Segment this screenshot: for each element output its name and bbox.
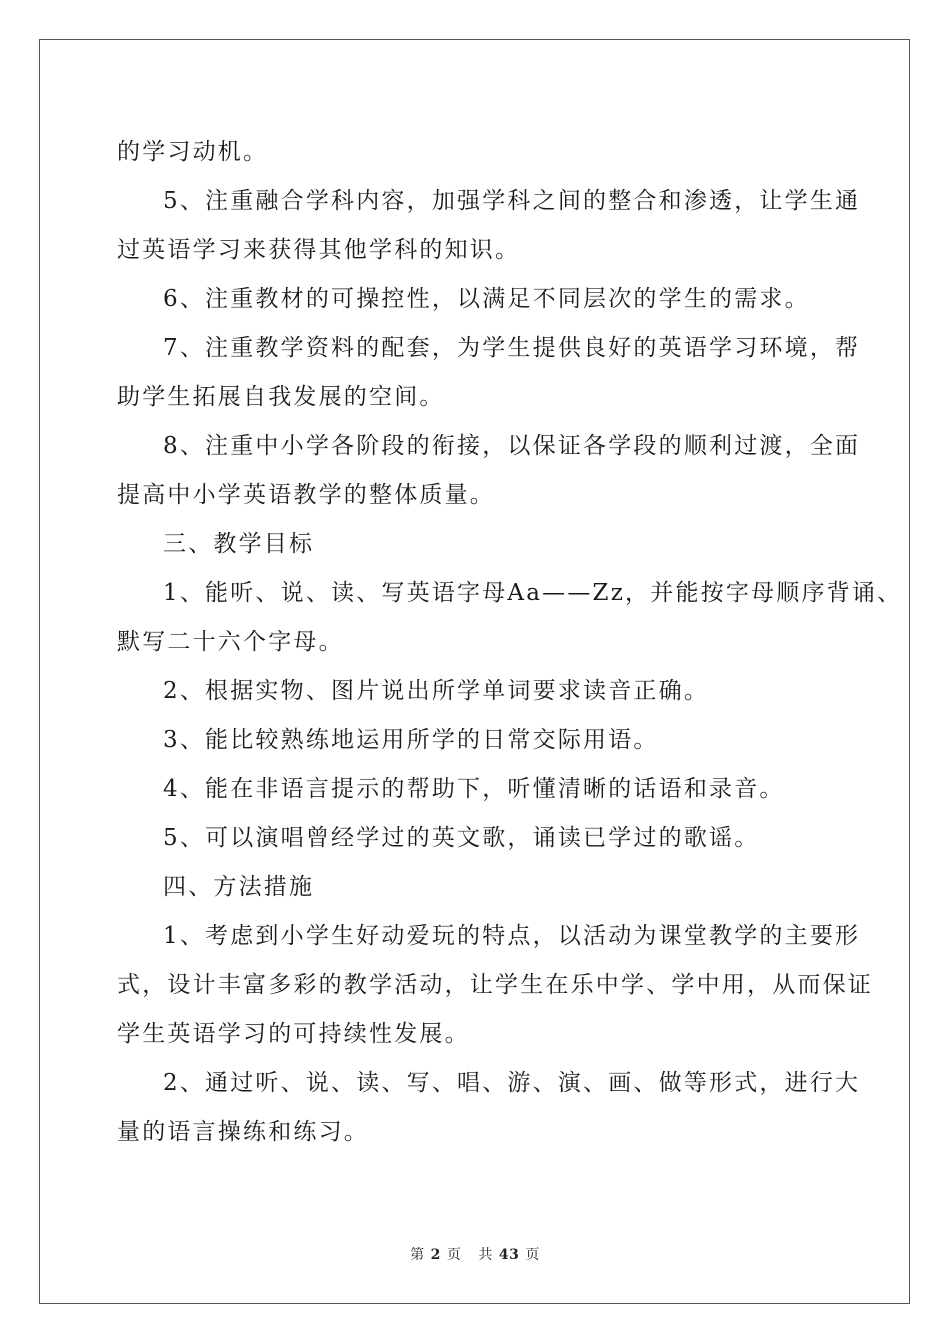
page-number-label [407, 1247, 464, 1263]
total-pages-label [475, 1247, 542, 1263]
paragraph-line: 式，设计丰富多彩的教学活动，让学生在乐中学、学中用，从而保证 [117, 972, 873, 998]
paragraph-line: 3、能比较熟练地运用所学的日常交际用语。 [163, 727, 659, 753]
total-suffix: 页 [525, 1247, 540, 1263]
paragraph [117, 667, 837, 716]
paragraph-line: 助学生拓展自我发展的空间。 [117, 384, 445, 410]
paragraph-line: 学生英语学习的可持续性发展。 [117, 1021, 470, 1047]
paragraph [117, 814, 837, 863]
paragraph-line: 过英语学习来获得其他学科的知识。 [117, 237, 521, 263]
paragraph [117, 324, 861, 422]
page-footer [0, 1244, 950, 1264]
section-heading [117, 863, 837, 912]
paragraph [117, 422, 861, 520]
paragraph-line: 1、考虑到小学生好动爱玩的特点，以活动为课堂教学的主要形 [163, 923, 861, 949]
paragraph-line: 提高中小学英语教学的整体质量。 [117, 482, 495, 508]
section-heading-text: 四、方法措施 [163, 874, 315, 900]
paragraph-line: 默写二十六个字母。 [117, 629, 344, 655]
page-prefix: 第 [410, 1247, 425, 1263]
current-page-number: 2 [430, 1247, 441, 1263]
paragraph [117, 128, 837, 177]
paragraph-line: 的学习动机。 [117, 139, 269, 165]
paragraph [117, 765, 837, 814]
total-page-count: 43 [498, 1247, 520, 1263]
total-prefix: 共 [478, 1247, 493, 1263]
paragraph-line: 4、能在非语言提示的帮助下，听懂清晰的话语和录音。 [163, 776, 785, 802]
paragraph-line: 6、注重教材的可操控性，以满足不同层次的学生的需求。 [163, 286, 810, 312]
paragraph-line: 2、根据实物、图片说出所学单词要求读音正确。 [163, 678, 710, 704]
paragraph [117, 569, 903, 667]
paragraph-line: 2、通过听、说、读、写、唱、游、演、画、做等形式，进行大 [163, 1070, 861, 1096]
paragraph-line: 7、注重教学资料的配套，为学生提供良好的英语学习环境，帮 [163, 335, 861, 361]
document-body [117, 128, 903, 1157]
paragraph [117, 912, 873, 1059]
paragraph-line: 8、注重中小学各阶段的衔接，以保证各学段的顺利过渡，全面 [163, 433, 861, 459]
section-heading-text: 三、教学目标 [163, 531, 315, 557]
paragraph [117, 275, 837, 324]
section-heading [117, 520, 837, 569]
paragraph [117, 1059, 861, 1157]
paragraph [117, 716, 837, 765]
paragraph-line: 5、注重融合学科内容，加强学科之间的整合和渗透，让学生通 [163, 188, 861, 214]
paragraph-line: 量的语言操练和练习。 [117, 1119, 369, 1145]
paragraph-line: 5、可以演唱曾经学过的英文歌，诵读已学过的歌谣。 [163, 825, 760, 851]
page-suffix: 页 [446, 1247, 462, 1263]
paragraph-line: 1、能听、说、读、写英语字母Aa——Zz，并能按字母顺序背诵、 [163, 580, 903, 606]
paragraph [117, 177, 861, 275]
